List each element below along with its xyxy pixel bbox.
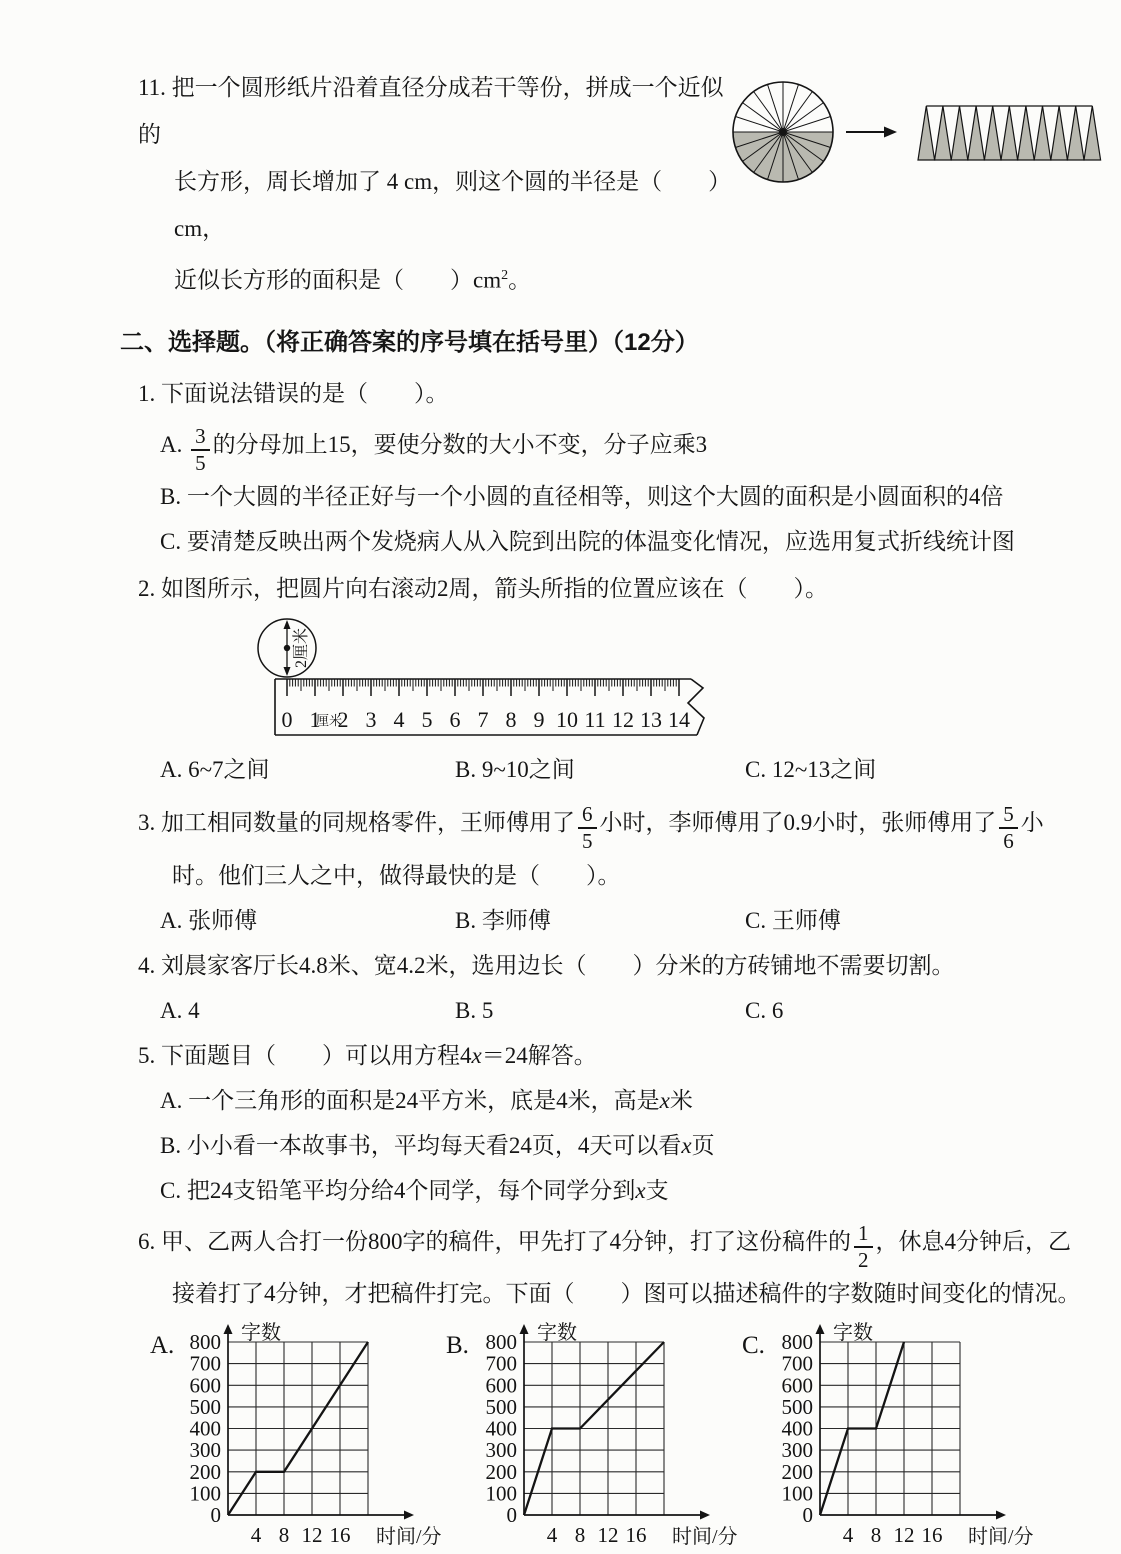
option-text-end: 支 <box>645 1177 669 1203</box>
question-1-option-a <box>160 416 1121 475</box>
svg-text:400: 400 <box>189 1416 221 1441</box>
svg-text:0: 0 <box>281 707 293 733</box>
option-a-text: 的分母加上15，要使分数的大小不变，分子应乘3 <box>212 431 708 457</box>
chart-c-label: C. <box>742 1332 765 1360</box>
question-11 <box>0 0 1121 304</box>
fraction-3-5 <box>191 425 210 474</box>
question-3-options <box>160 898 1121 943</box>
question-3-stem-line-1 <box>138 794 1121 853</box>
chart-option-b <box>438 1322 738 1554</box>
svg-text:字数: 字数 <box>833 1322 873 1345</box>
question-3-option-a: A. 张师傅 <box>160 907 258 933</box>
svg-text:800: 800 <box>485 1330 517 1355</box>
question-1-stem: 1. 下面说法错误的是（ ）。 <box>138 380 449 406</box>
question-4-option-c: C. 6 <box>745 997 784 1023</box>
question-1-option-b: B. 一个大圆的半径正好与一个小圆的直径相等，则这个大圆的面积是小圆面积的4倍 <box>160 484 1004 510</box>
svg-text:200: 200 <box>485 1460 517 1485</box>
svg-text:700: 700 <box>781 1351 813 1376</box>
fraction-1-2 <box>854 1222 873 1271</box>
svg-text:8: 8 <box>574 1523 586 1548</box>
question-5-segment-1: 5. 下面题目（ ）可以用方程4 <box>138 1042 472 1068</box>
svg-text:800: 800 <box>781 1330 813 1355</box>
svg-text:500: 500 <box>189 1395 221 1420</box>
svg-text:300: 300 <box>189 1438 221 1463</box>
circle-sectors-diagram <box>726 62 1111 212</box>
svg-text:5: 5 <box>421 707 433 733</box>
question-11-line-1: 11. 把一个圆形纸片沿着直径分成若干等份，拼成一个近似的 <box>138 75 724 147</box>
ruler-diagram <box>235 615 735 745</box>
svg-text:400: 400 <box>485 1416 517 1441</box>
svg-text:9: 9 <box>533 707 545 733</box>
question-11-line-3-text: 近似长方形的面积是（ ）cm <box>174 267 502 293</box>
question-2-options <box>160 747 1121 792</box>
question-11-text <box>138 64 726 304</box>
question-3-segment-2: 小时，李师傅用了0.9小时，张师傅用了 <box>599 810 997 836</box>
chart-a-label: A. <box>150 1332 175 1360</box>
fraction-denominator: 5 <box>582 829 593 854</box>
svg-text:0: 0 <box>210 1503 221 1528</box>
svg-text:4: 4 <box>842 1523 854 1548</box>
question-4-stem: 4. 刘晨家客厅长4.8米、宽4.2米，选用边长（ ）分米的方砖铺地不需要切割。 <box>138 952 955 978</box>
fraction-denominator: 2 <box>858 1247 869 1272</box>
svg-text:0: 0 <box>802 1503 813 1528</box>
option-a-prefix: A. <box>160 431 183 457</box>
svg-text:800: 800 <box>189 1330 221 1355</box>
question-11-line-2: 长方形，周长增加了 4 cm，则这个圆的半径是（ ）cm， <box>174 169 720 241</box>
svg-text:8: 8 <box>278 1523 290 1548</box>
svg-text:6: 6 <box>449 707 461 733</box>
question-2-stem: 2. 如图所示，把圆片向右滚动2周，箭头所指的位置应该在（ ）。 <box>138 576 828 602</box>
question-4-option-b: B. 5 <box>455 997 494 1023</box>
fraction-denominator: 5 <box>195 450 206 475</box>
question-11-line-3-end: 。 <box>508 267 532 293</box>
svg-text:2: 2 <box>337 707 349 733</box>
svg-text:16: 16 <box>921 1523 943 1548</box>
chart-option-a <box>142 1322 442 1554</box>
fraction-6-5 <box>578 803 597 852</box>
svg-text:8: 8 <box>505 707 517 733</box>
svg-text:600: 600 <box>189 1373 221 1398</box>
svg-text:11: 11 <box>584 707 606 733</box>
svg-text:300: 300 <box>781 1438 813 1463</box>
question-3-segment-1: 3. 加工相同数量的同规格零件，王师傅用了 <box>138 810 575 836</box>
fraction-numerator: 5 <box>999 803 1018 829</box>
chart-b-label: B. <box>446 1332 469 1360</box>
svg-text:700: 700 <box>485 1351 517 1376</box>
variable-x: x <box>659 1087 670 1113</box>
question-1-option-c: C. 要清楚反映出两个发烧病人从入院到出院的体温变化情况，应选用复式折线统计图 <box>160 529 1015 555</box>
svg-text:200: 200 <box>781 1460 813 1485</box>
fraction-5-6 <box>999 803 1018 852</box>
question-3-option-b: B. 李师傅 <box>455 907 551 933</box>
svg-text:600: 600 <box>781 1373 813 1398</box>
option-text-end: 页 <box>691 1132 715 1158</box>
svg-text:10: 10 <box>556 707 578 733</box>
svg-text:4: 4 <box>393 707 405 733</box>
question-5-option-b <box>160 1123 1121 1168</box>
svg-text:时间/分: 时间/分 <box>376 1526 442 1549</box>
svg-text:400: 400 <box>781 1416 813 1441</box>
svg-text:时间/分: 时间/分 <box>968 1526 1034 1549</box>
fraction-numerator: 3 <box>191 425 210 451</box>
question-6-segment-1: 6. 甲、乙两人合打一份800字的稿件，甲先打了4分钟，打了这份稿件的 <box>138 1228 851 1254</box>
svg-text:2厘米: 2厘米 <box>293 628 310 669</box>
svg-text:100: 100 <box>781 1481 813 1506</box>
option-text-end: 米 <box>669 1087 693 1113</box>
svg-text:500: 500 <box>781 1395 813 1420</box>
svg-text:4: 4 <box>546 1523 558 1548</box>
svg-text:600: 600 <box>485 1373 517 1398</box>
svg-text:1: 1 <box>309 707 321 733</box>
svg-text:100: 100 <box>485 1481 517 1506</box>
svg-text:100: 100 <box>189 1481 221 1506</box>
line-chart-c <box>756 1322 1048 1552</box>
fraction-numerator: 1 <box>854 1222 873 1248</box>
line-chart-b <box>460 1322 752 1552</box>
svg-text:16: 16 <box>625 1523 647 1548</box>
svg-text:厘米: 厘米 <box>315 713 343 729</box>
svg-text:700: 700 <box>189 1351 221 1376</box>
question-5-stem <box>138 1033 1121 1078</box>
question-5-option-a <box>160 1078 1121 1123</box>
question-6-segment-2: ，休息4分钟后，乙 <box>875 1228 1071 1254</box>
variable-x: x <box>471 1042 482 1068</box>
svg-text:12: 12 <box>597 1523 619 1548</box>
svg-text:8: 8 <box>870 1523 882 1548</box>
option-text: C. 把24支铅笔平均分给4个同学，每个同学分到 <box>160 1177 636 1203</box>
question-3-stem-line-2: 时。他们三人之中，做得最快的是（ ）。 <box>172 862 621 888</box>
variable-x: x <box>681 1132 692 1158</box>
svg-text:12: 12 <box>612 707 634 733</box>
svg-text:16: 16 <box>329 1523 351 1548</box>
question-3-segment-3: 小 <box>1020 810 1044 836</box>
section-2-header: 二、选择题。（将正确答案的序号填在括号里）（12分） <box>120 328 699 356</box>
svg-text:时间/分: 时间/分 <box>672 1526 738 1549</box>
svg-text:200: 200 <box>189 1460 221 1485</box>
option-text: B. 小小看一本故事书，平均每天看24页，4天可以看 <box>160 1132 682 1158</box>
option-text: A. 一个三角形的面积是24平方米，底是4米，高是 <box>160 1087 660 1113</box>
question-6-stem-line-1 <box>138 1213 1121 1272</box>
line-chart-a <box>164 1322 456 1552</box>
answer-charts-row <box>142 1322 1121 1554</box>
question-3-option-c: C. 王师傅 <box>745 907 841 933</box>
fraction-numerator: 6 <box>578 803 597 829</box>
question-11-line-3 <box>138 252 726 304</box>
question-5-segment-2: ＝24解答。 <box>481 1042 597 1068</box>
svg-text:500: 500 <box>485 1395 517 1420</box>
svg-text:300: 300 <box>485 1438 517 1463</box>
svg-text:3: 3 <box>365 707 377 733</box>
question-2-option-b: B. 9~10之间 <box>455 757 575 783</box>
svg-text:4: 4 <box>250 1523 262 1548</box>
squared-exponent: 2 <box>501 268 509 283</box>
svg-text:12: 12 <box>893 1523 915 1548</box>
svg-text:0: 0 <box>506 1503 517 1528</box>
ruler-figure <box>235 615 1121 747</box>
variable-x: x <box>635 1177 646 1203</box>
svg-text:7: 7 <box>477 707 489 733</box>
circle-to-rectangle-figure <box>726 62 1111 304</box>
chart-option-c <box>734 1322 1034 1554</box>
svg-text:字数: 字数 <box>537 1322 577 1345</box>
question-4-options <box>160 988 1121 1033</box>
question-2-option-a: A. 6~7之间 <box>160 757 270 783</box>
question-2-option-c: C. 12~13之间 <box>745 757 877 783</box>
fraction-denominator: 6 <box>1003 829 1014 854</box>
svg-text:字数: 字数 <box>241 1322 281 1345</box>
question-4-option-a: A. 4 <box>160 997 200 1023</box>
svg-text:13: 13 <box>640 707 662 733</box>
svg-text:14: 14 <box>668 707 690 733</box>
question-6-stem-line-2: 接着打了4分钟，才把稿件打完。下面（ ）图可以描述稿件的字数随时间变化的情况。 <box>172 1281 1081 1307</box>
svg-text:12: 12 <box>301 1523 323 1548</box>
question-5-option-c <box>160 1168 1121 1213</box>
